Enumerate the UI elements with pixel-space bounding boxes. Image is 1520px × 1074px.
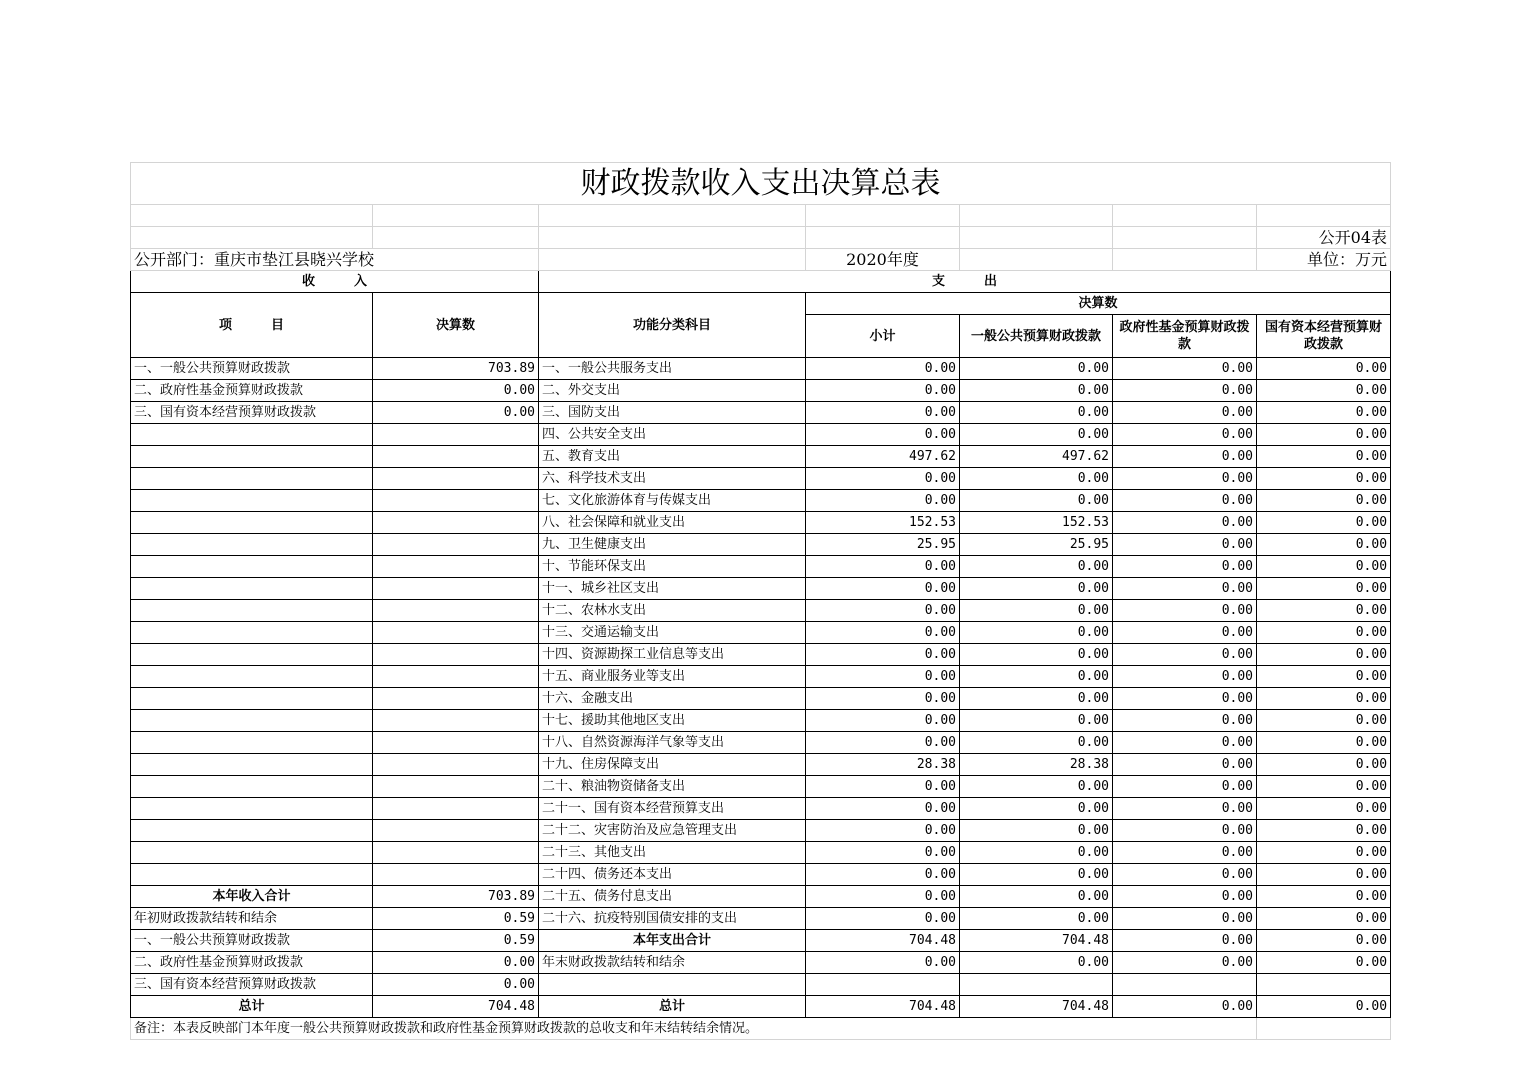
expense-category-cell: 二十二、灾害防治及应急管理支出 bbox=[539, 820, 806, 842]
income-amount-cell: 0.00 bbox=[373, 380, 539, 402]
income-item-cell bbox=[131, 534, 373, 556]
subtotal-cell: 0.00 bbox=[806, 732, 960, 754]
gov-fund-cell: 0.00 bbox=[1113, 490, 1257, 512]
gov-fund-cell: 0.00 bbox=[1113, 512, 1257, 534]
general-budget-cell: 0.00 bbox=[960, 600, 1113, 622]
general-budget-cell: 0.00 bbox=[960, 710, 1113, 732]
page-title: 财政拨款收入支出决算总表 bbox=[131, 163, 1391, 205]
general-budget-cell: 0.00 bbox=[960, 842, 1113, 864]
subtotal-cell: 0.00 bbox=[806, 622, 960, 644]
subtotal-cell: 0.00 bbox=[806, 864, 960, 886]
gov-fund-cell: 0.00 bbox=[1113, 446, 1257, 468]
gov-fund-cell: 0.00 bbox=[1113, 534, 1257, 556]
table-row bbox=[131, 644, 1391, 666]
table-row bbox=[131, 864, 1391, 886]
expense-category-cell: 十九、住房保障支出 bbox=[539, 754, 806, 776]
general-budget-cell: 0.00 bbox=[960, 820, 1113, 842]
income-amount-cell bbox=[373, 754, 539, 776]
state-capital-cell: 0.00 bbox=[1257, 952, 1391, 974]
expense-category-cell: 十五、商业服务业等支出 bbox=[539, 666, 806, 688]
gov-fund-cell: 0.00 bbox=[1113, 468, 1257, 490]
subtotal-cell: 0.00 bbox=[806, 842, 960, 864]
gov-fund-cell: 0.00 bbox=[1113, 600, 1257, 622]
general-budget-cell: 0.00 bbox=[960, 908, 1113, 930]
expense-category-cell bbox=[539, 974, 806, 996]
expense-category-cell: 十四、资源勘探工业信息等支出 bbox=[539, 644, 806, 666]
general-budget-cell: 0.00 bbox=[960, 424, 1113, 446]
table-row bbox=[131, 556, 1391, 578]
income-item-cell bbox=[131, 644, 373, 666]
income-amount-cell: 703.89 bbox=[373, 358, 539, 380]
income-amount-cell bbox=[373, 468, 539, 490]
subtotal-cell bbox=[806, 974, 960, 996]
general-budget-cell: 0.00 bbox=[960, 622, 1113, 644]
subtotal-cell: 0.00 bbox=[806, 424, 960, 446]
state-capital-cell: 0.00 bbox=[1257, 996, 1391, 1018]
expense-category-cell: 三、国防支出 bbox=[539, 402, 806, 424]
income-item-cell bbox=[131, 446, 373, 468]
state-capital-cell: 0.00 bbox=[1257, 402, 1391, 424]
expense-category-cell: 二、外交支出 bbox=[539, 380, 806, 402]
table-row bbox=[131, 358, 1391, 380]
state-capital-cell: 0.00 bbox=[1257, 886, 1391, 908]
state-capital-cell: 0.00 bbox=[1257, 600, 1391, 622]
income-amount-cell: 0.00 bbox=[373, 952, 539, 974]
general-budget-cell: 0.00 bbox=[960, 556, 1113, 578]
subtotal-cell: 28.38 bbox=[806, 754, 960, 776]
income-item-cell bbox=[131, 776, 373, 798]
income-item-cell: 三、国有资本经营预算财政拨款 bbox=[131, 974, 373, 996]
expense-category-cell: 七、文化旅游体育与传媒支出 bbox=[539, 490, 806, 512]
state-capital-cell: 0.00 bbox=[1257, 512, 1391, 534]
gov-fund-cell: 0.00 bbox=[1113, 402, 1257, 424]
income-amount-cell bbox=[373, 732, 539, 754]
table-row bbox=[131, 886, 1391, 908]
table-row bbox=[131, 446, 1391, 468]
gov-fund-cell: 0.00 bbox=[1113, 556, 1257, 578]
income-amount-cell bbox=[373, 512, 539, 534]
year-label: 2020年度 bbox=[806, 249, 960, 271]
state-capital-cell: 0.00 bbox=[1257, 556, 1391, 578]
subtotal-cell: 0.00 bbox=[806, 886, 960, 908]
subtotal-cell: 0.00 bbox=[806, 402, 960, 424]
expense-category-cell: 二十一、国有资本经营预算支出 bbox=[539, 798, 806, 820]
state-capital-cell: 0.00 bbox=[1257, 930, 1391, 952]
state-capital-cell: 0.00 bbox=[1257, 842, 1391, 864]
table-row bbox=[131, 754, 1391, 776]
expense-header: 支 出 bbox=[539, 271, 1391, 293]
gov-fund-cell: 0.00 bbox=[1113, 688, 1257, 710]
expense-category-cell: 十二、农林水支出 bbox=[539, 600, 806, 622]
gov-fund-cell: 0.00 bbox=[1113, 380, 1257, 402]
expense-category-cell: 八、社会保障和就业支出 bbox=[539, 512, 806, 534]
income-amount-cell: 0.00 bbox=[373, 402, 539, 424]
gov-fund-cell: 0.00 bbox=[1113, 578, 1257, 600]
income-item-cell bbox=[131, 512, 373, 534]
general-budget-cell: 0.00 bbox=[960, 402, 1113, 424]
subtotal-cell: 0.00 bbox=[806, 578, 960, 600]
subtotal-cell: 0.00 bbox=[806, 468, 960, 490]
general-budget-cell: 0.00 bbox=[960, 578, 1113, 600]
income-amount-cell bbox=[373, 666, 539, 688]
gov-fund-cell: 0.00 bbox=[1113, 864, 1257, 886]
report-sheet bbox=[130, 162, 1390, 1040]
state-capital-cell: 0.00 bbox=[1257, 380, 1391, 402]
income-item-cell bbox=[131, 842, 373, 864]
subtotal-cell: 0.00 bbox=[806, 600, 960, 622]
gov-fund-cell: 0.00 bbox=[1113, 754, 1257, 776]
item-header: 项 目 bbox=[131, 293, 373, 358]
income-item-cell bbox=[131, 622, 373, 644]
income-item-cell: 一、一般公共预算财政拨款 bbox=[131, 930, 373, 952]
income-item-cell: 一、一般公共预算财政拨款 bbox=[131, 358, 373, 380]
state-capital-cell: 0.00 bbox=[1257, 424, 1391, 446]
subtotal-cell: 704.48 bbox=[806, 996, 960, 1018]
income-amount-cell: 703.89 bbox=[373, 886, 539, 908]
subtotal-cell: 704.48 bbox=[806, 930, 960, 952]
general-budget-cell: 0.00 bbox=[960, 776, 1113, 798]
state-capital-cell: 0.00 bbox=[1257, 644, 1391, 666]
subtotal-cell: 0.00 bbox=[806, 644, 960, 666]
expense-category-cell: 十六、金融支出 bbox=[539, 688, 806, 710]
income-item-cell: 三、国有资本经营预算财政拨款 bbox=[131, 402, 373, 424]
table-row bbox=[131, 710, 1391, 732]
general-budget-cell bbox=[960, 974, 1113, 996]
income-item-cell bbox=[131, 556, 373, 578]
general-budget-header: 一般公共预算财政拨款 bbox=[960, 315, 1113, 358]
table-row bbox=[131, 666, 1391, 688]
table-row bbox=[131, 468, 1391, 490]
table-row bbox=[131, 776, 1391, 798]
subtotal-cell: 0.00 bbox=[806, 908, 960, 930]
subtotal-cell: 0.00 bbox=[806, 490, 960, 512]
final-amount-group-header: 决算数 bbox=[806, 293, 1391, 315]
expense-category-cell: 年末财政拨款结转和结余 bbox=[539, 952, 806, 974]
gov-fund-cell: 0.00 bbox=[1113, 358, 1257, 380]
table-row bbox=[131, 974, 1391, 996]
expense-category-cell: 一、一般公共服务支出 bbox=[539, 358, 806, 380]
income-item-cell bbox=[131, 732, 373, 754]
general-budget-cell: 0.00 bbox=[960, 886, 1113, 908]
table-row bbox=[131, 380, 1391, 402]
general-budget-cell: 0.00 bbox=[960, 644, 1113, 666]
form-number: 公开04表 bbox=[1257, 227, 1391, 249]
state-capital-cell: 0.00 bbox=[1257, 622, 1391, 644]
income-amount-cell: 0.59 bbox=[373, 908, 539, 930]
gov-fund-cell: 0.00 bbox=[1113, 842, 1257, 864]
subtotal-header: 小计 bbox=[806, 315, 960, 358]
income-amount-cell: 0.59 bbox=[373, 930, 539, 952]
subtotal-cell: 152.53 bbox=[806, 512, 960, 534]
gov-fund-cell: 0.00 bbox=[1113, 732, 1257, 754]
expense-category-cell: 二十六、抗疫特别国债安排的支出 bbox=[539, 908, 806, 930]
subtotal-cell: 497.62 bbox=[806, 446, 960, 468]
income-item-cell bbox=[131, 798, 373, 820]
gov-fund-cell: 0.00 bbox=[1113, 798, 1257, 820]
subtotal-cell: 0.00 bbox=[806, 798, 960, 820]
income-amount-cell bbox=[373, 864, 539, 886]
subtotal-cell: 0.00 bbox=[806, 380, 960, 402]
general-budget-cell: 28.38 bbox=[960, 754, 1113, 776]
income-amount-cell bbox=[373, 556, 539, 578]
income-item-cell bbox=[131, 490, 373, 512]
unit-label: 单位：万元 bbox=[1257, 249, 1391, 271]
state-capital-cell: 0.00 bbox=[1257, 710, 1391, 732]
income-amount-cell bbox=[373, 842, 539, 864]
gov-fund-cell: 0.00 bbox=[1113, 952, 1257, 974]
expense-category-cell: 四、公共安全支出 bbox=[539, 424, 806, 446]
state-capital-cell: 0.00 bbox=[1257, 732, 1391, 754]
general-budget-cell: 0.00 bbox=[960, 380, 1113, 402]
gov-fund-cell: 0.00 bbox=[1113, 424, 1257, 446]
table-row bbox=[131, 842, 1391, 864]
income-item-cell: 二、政府性基金预算财政拨款 bbox=[131, 380, 373, 402]
expense-category-cell: 十七、援助其他地区支出 bbox=[539, 710, 806, 732]
state-capital-cell: 0.00 bbox=[1257, 820, 1391, 842]
income-amount-cell bbox=[373, 622, 539, 644]
income-item-cell bbox=[131, 600, 373, 622]
table-row bbox=[131, 688, 1391, 710]
subtotal-cell: 0.00 bbox=[806, 952, 960, 974]
income-amount-cell: 0.00 bbox=[373, 974, 539, 996]
table-row bbox=[131, 930, 1391, 952]
expense-category-cell: 十一、城乡社区支出 bbox=[539, 578, 806, 600]
gov-fund-cell bbox=[1113, 974, 1257, 996]
gov-fund-cell: 0.00 bbox=[1113, 820, 1257, 842]
gov-fund-cell: 0.00 bbox=[1113, 908, 1257, 930]
income-amount-cell bbox=[373, 798, 539, 820]
table-row bbox=[131, 908, 1391, 930]
income-amount-cell bbox=[373, 644, 539, 666]
general-budget-cell: 25.95 bbox=[960, 534, 1113, 556]
income-item-cell bbox=[131, 820, 373, 842]
subtotal-cell: 0.00 bbox=[806, 776, 960, 798]
expense-category-cell: 十八、自然资源海洋气象等支出 bbox=[539, 732, 806, 754]
expense-category-cell: 本年支出合计 bbox=[539, 930, 806, 952]
income-amount-cell bbox=[373, 424, 539, 446]
expense-category-cell: 九、卫生健康支出 bbox=[539, 534, 806, 556]
report-table bbox=[130, 162, 1391, 1040]
general-budget-cell: 704.48 bbox=[960, 996, 1113, 1018]
income-amount-cell bbox=[373, 688, 539, 710]
expense-category-cell: 五、教育支出 bbox=[539, 446, 806, 468]
table-row bbox=[131, 512, 1391, 534]
general-budget-cell: 0.00 bbox=[960, 864, 1113, 886]
subtotal-cell: 0.00 bbox=[806, 556, 960, 578]
expense-category-cell: 二十四、债务还本支出 bbox=[539, 864, 806, 886]
table-row bbox=[131, 600, 1391, 622]
income-item-cell bbox=[131, 578, 373, 600]
general-budget-cell: 0.00 bbox=[960, 468, 1113, 490]
state-capital-cell: 0.00 bbox=[1257, 754, 1391, 776]
income-item-cell bbox=[131, 468, 373, 490]
expense-category-cell: 二十三、其他支出 bbox=[539, 842, 806, 864]
general-budget-cell: 0.00 bbox=[960, 666, 1113, 688]
income-item-cell: 总计 bbox=[131, 996, 373, 1018]
gov-fund-cell: 0.00 bbox=[1113, 930, 1257, 952]
subtotal-cell: 0.00 bbox=[806, 358, 960, 380]
general-budget-cell: 152.53 bbox=[960, 512, 1113, 534]
gov-fund-cell: 0.00 bbox=[1113, 622, 1257, 644]
general-budget-cell: 0.00 bbox=[960, 952, 1113, 974]
table-row bbox=[131, 490, 1391, 512]
general-budget-cell: 0.00 bbox=[960, 358, 1113, 380]
income-amount-cell bbox=[373, 578, 539, 600]
income-item-cell bbox=[131, 424, 373, 446]
income-amount-cell: 704.48 bbox=[373, 996, 539, 1018]
department-label: 公开部门：重庆市垫江县晓兴学校 bbox=[131, 249, 539, 271]
state-capital-cell bbox=[1257, 974, 1391, 996]
subtotal-cell: 25.95 bbox=[806, 534, 960, 556]
subtotal-cell: 0.00 bbox=[806, 710, 960, 732]
income-header: 收 入 bbox=[131, 271, 539, 293]
gov-fund-header: 政府性基金预算财政拨款 bbox=[1113, 315, 1257, 358]
state-capital-cell: 0.00 bbox=[1257, 534, 1391, 556]
table-row bbox=[131, 424, 1391, 446]
general-budget-cell: 497.62 bbox=[960, 446, 1113, 468]
expense-category-cell: 十三、交通运输支出 bbox=[539, 622, 806, 644]
gov-fund-cell: 0.00 bbox=[1113, 666, 1257, 688]
general-budget-cell: 0.00 bbox=[960, 688, 1113, 710]
income-item-cell: 年初财政拨款结转和结余 bbox=[131, 908, 373, 930]
final-amount-header: 决算数 bbox=[373, 293, 539, 358]
table-row bbox=[131, 622, 1391, 644]
income-amount-cell bbox=[373, 534, 539, 556]
gov-fund-cell: 0.00 bbox=[1113, 776, 1257, 798]
state-capital-header: 国有资本经营预算财政拨款 bbox=[1257, 315, 1391, 358]
gov-fund-cell: 0.00 bbox=[1113, 644, 1257, 666]
general-budget-cell: 0.00 bbox=[960, 490, 1113, 512]
subtotal-cell: 0.00 bbox=[806, 820, 960, 842]
state-capital-cell: 0.00 bbox=[1257, 490, 1391, 512]
state-capital-cell: 0.00 bbox=[1257, 776, 1391, 798]
income-amount-cell bbox=[373, 710, 539, 732]
income-item-cell bbox=[131, 754, 373, 776]
state-capital-cell: 0.00 bbox=[1257, 798, 1391, 820]
general-budget-cell: 0.00 bbox=[960, 798, 1113, 820]
expense-category-cell: 二十五、债务付息支出 bbox=[539, 886, 806, 908]
state-capital-cell: 0.00 bbox=[1257, 468, 1391, 490]
state-capital-cell: 0.00 bbox=[1257, 446, 1391, 468]
table-row bbox=[131, 820, 1391, 842]
table-row bbox=[131, 732, 1391, 754]
subtotal-cell: 0.00 bbox=[806, 666, 960, 688]
general-budget-cell: 0.00 bbox=[960, 732, 1113, 754]
expense-category-cell: 二十、粮油物资储备支出 bbox=[539, 776, 806, 798]
income-item-cell bbox=[131, 666, 373, 688]
expense-category-cell: 六、科学技术支出 bbox=[539, 468, 806, 490]
state-capital-cell: 0.00 bbox=[1257, 358, 1391, 380]
income-amount-cell bbox=[373, 446, 539, 468]
function-category-header: 功能分类科目 bbox=[539, 293, 806, 358]
subtotal-cell: 0.00 bbox=[806, 688, 960, 710]
table-row bbox=[131, 578, 1391, 600]
table-row bbox=[131, 996, 1391, 1018]
table-row bbox=[131, 798, 1391, 820]
income-amount-cell bbox=[373, 600, 539, 622]
table-row bbox=[131, 402, 1391, 424]
footnote: 备注：本表反映部门本年度一般公共预算财政拨款和政府性基金预算财政拨款的总收支和年末结转结余情况。 bbox=[131, 1018, 1257, 1040]
income-amount-cell bbox=[373, 776, 539, 798]
state-capital-cell: 0.00 bbox=[1257, 908, 1391, 930]
state-capital-cell: 0.00 bbox=[1257, 864, 1391, 886]
income-item-cell: 本年收入合计 bbox=[131, 886, 373, 908]
income-item-cell bbox=[131, 688, 373, 710]
gov-fund-cell: 0.00 bbox=[1113, 710, 1257, 732]
table-row bbox=[131, 534, 1391, 556]
income-item-cell bbox=[131, 864, 373, 886]
expense-category-cell: 总计 bbox=[539, 996, 806, 1018]
state-capital-cell: 0.00 bbox=[1257, 666, 1391, 688]
income-amount-cell bbox=[373, 490, 539, 512]
table-row bbox=[131, 952, 1391, 974]
gov-fund-cell: 0.00 bbox=[1113, 996, 1257, 1018]
state-capital-cell: 0.00 bbox=[1257, 688, 1391, 710]
gov-fund-cell: 0.00 bbox=[1113, 886, 1257, 908]
income-amount-cell bbox=[373, 820, 539, 842]
income-item-cell: 二、政府性基金预算财政拨款 bbox=[131, 952, 373, 974]
income-item-cell bbox=[131, 710, 373, 732]
state-capital-cell: 0.00 bbox=[1257, 578, 1391, 600]
expense-category-cell: 十、节能环保支出 bbox=[539, 556, 806, 578]
general-budget-cell: 704.48 bbox=[960, 930, 1113, 952]
